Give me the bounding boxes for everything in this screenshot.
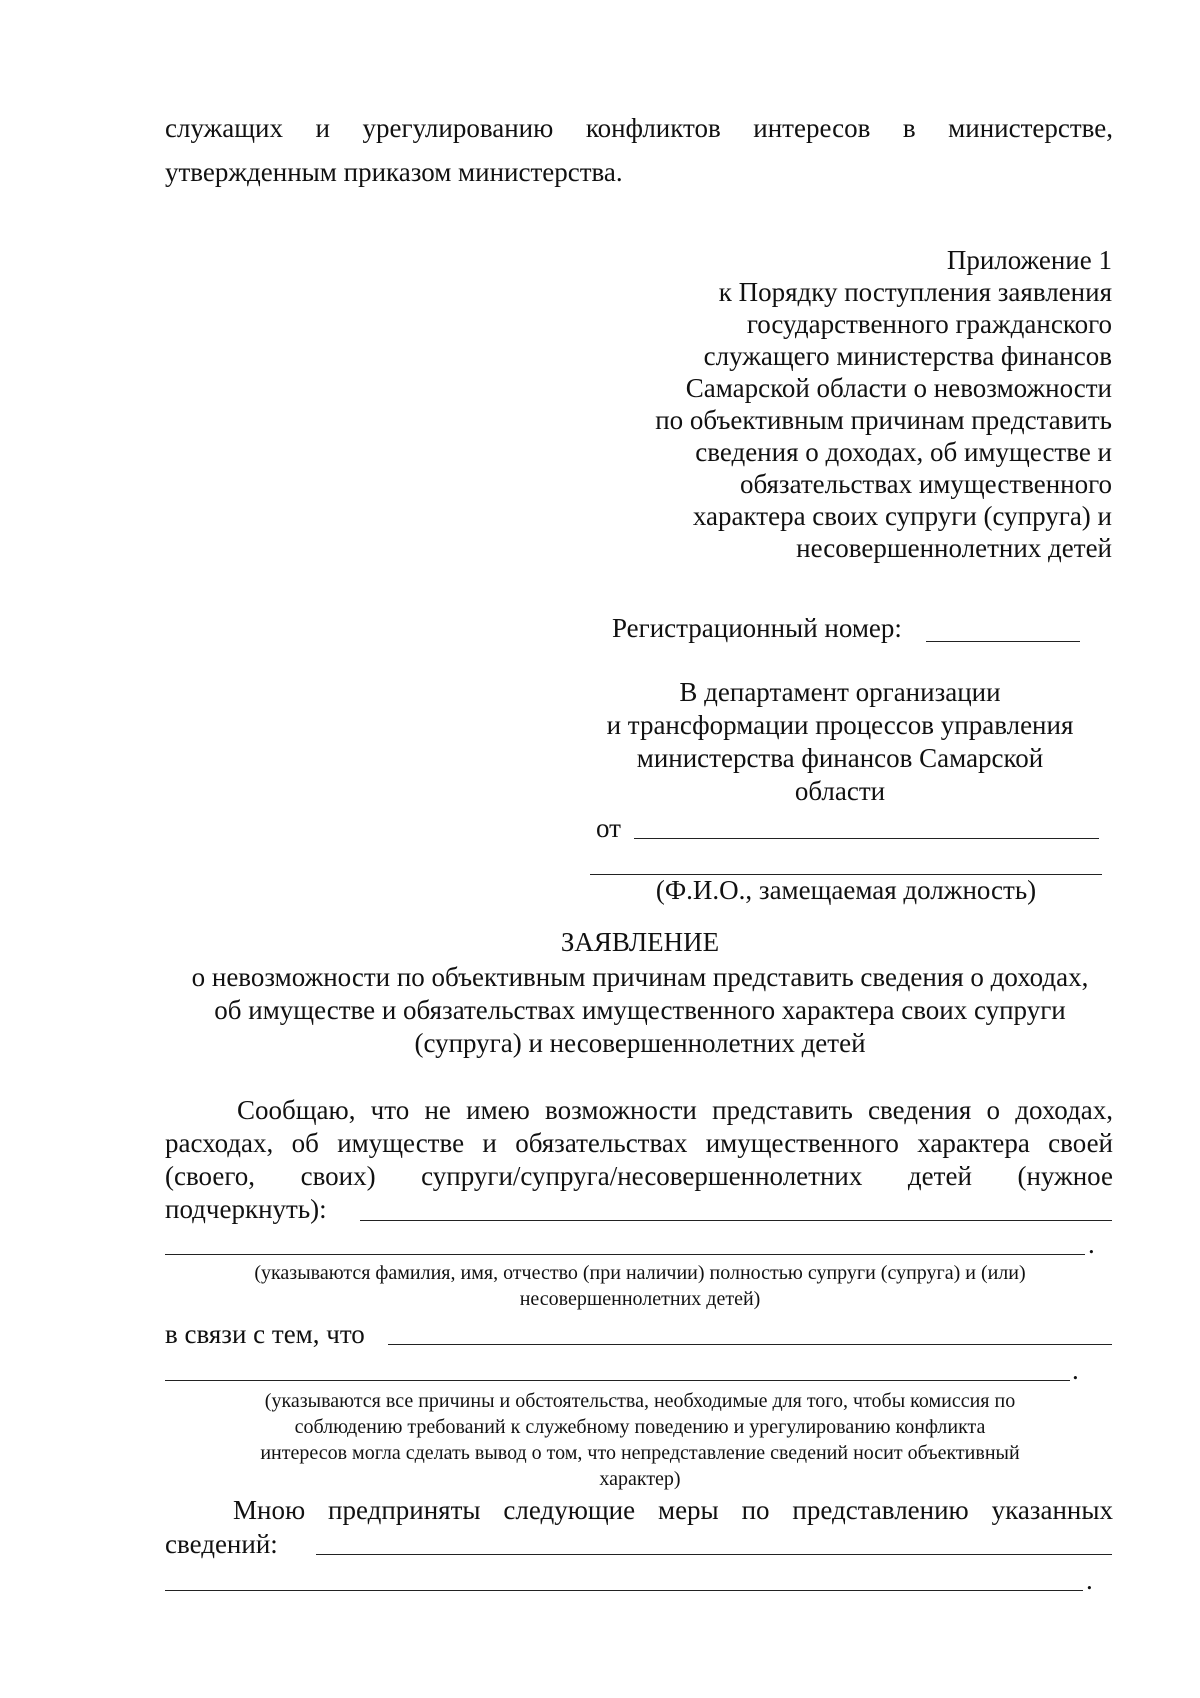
measures-field-line-2	[165, 1590, 1083, 1591]
addressee-line: и трансформации процессов управления	[606, 710, 1074, 740]
addressee-line: министерства финансов Самарской	[636, 743, 1044, 773]
field-hint-line: соблюдению требований к служебному поведению и урегулированию конфликта	[294, 1416, 986, 1438]
heading-subtitle-line: о невозможности по объективным причинам представить сведения о доходах,	[191, 962, 1089, 992]
appendix-line: по объективным причинам представить	[655, 405, 1112, 435]
reason-label: в связи с тем, что	[165, 1319, 365, 1349]
field-hint-line: несовершеннолетних детей)	[519, 1288, 761, 1310]
period-mark: .	[1086, 1565, 1093, 1595]
field-hint-line: (указываются фамилия, имя, отчество (при наличии) полностью супруги (супруга) и (или)	[254, 1262, 1026, 1284]
appendix-line: к Порядку поступления заявления	[718, 277, 1112, 307]
addressee-line: области	[794, 776, 886, 806]
registration-field-line	[926, 641, 1080, 642]
registration-label: Регистрационный номер:	[612, 613, 902, 643]
field-hint-line: (указываются все причины и обстоятельства, необходимые для того, чтобы комиссия по	[264, 1390, 1016, 1412]
appendix-line: характера своих супруги (супруга) и	[692, 501, 1112, 531]
measures-paragraph-line: Мною предприняты следующие меры по представлению указанных	[233, 1495, 1113, 1525]
period-mark: .	[1088, 1229, 1095, 1259]
body-paragraph-line: (своего, своих) супруги/супруга/несовершеннолетних детей (нужное	[165, 1161, 1113, 1191]
intro-line-2: утвержденным приказом министерства.	[165, 157, 623, 187]
appendix-line: Самарской области о невозможности	[685, 373, 1112, 403]
from-field-line	[634, 838, 1099, 839]
body-paragraph-line: Сообщаю, что не имею возможности представить сведения о доходах,	[237, 1095, 1113, 1125]
from-label: от	[596, 813, 621, 843]
appendix-line: государственного гражданского	[746, 309, 1112, 339]
heading-subtitle-line: об имуществе и обязательствах имущественного характера своих супруги	[214, 995, 1066, 1025]
appendix-line: сведения о доходах, об имуществе и	[695, 437, 1112, 467]
measures-label: сведений:	[165, 1529, 278, 1559]
addressee-line: В департамент организации	[679, 677, 1001, 707]
appendix-line: несовершеннолетних детей	[796, 533, 1112, 563]
reason-field-line-2	[165, 1380, 1070, 1381]
appendix-line: служащего министерства финансов	[703, 341, 1112, 371]
body-paragraph-line: расходах, об имуществе и обязательствах имущественного характера своей	[165, 1128, 1113, 1158]
document-heading: ЗАЯВЛЕНИЕ	[560, 927, 720, 957]
measures-field-line	[316, 1554, 1112, 1555]
appendix-line: Приложение 1	[946, 245, 1112, 275]
reason-field-line	[388, 1344, 1112, 1345]
period-mark: .	[1072, 1355, 1079, 1385]
appendix-line: обязательствах имущественного	[739, 469, 1112, 499]
from-caption: (Ф.И.О., замещаемая должность)	[655, 875, 1037, 905]
spouse-field-line-2	[165, 1254, 1085, 1255]
field-hint-line: интересов могла сделать вывод о том, что непредставление сведений носит объективный	[260, 1442, 1020, 1464]
body-paragraph-line: подчеркнуть):	[165, 1194, 327, 1224]
intro-line-1: служащих и урегулированию конфликтов интересов в министерстве,	[165, 113, 1113, 143]
heading-subtitle-line: (супруга) и несовершеннолетних детей	[414, 1028, 866, 1058]
spouse-field-line	[360, 1220, 1112, 1221]
field-hint-line: характер)	[599, 1468, 681, 1490]
